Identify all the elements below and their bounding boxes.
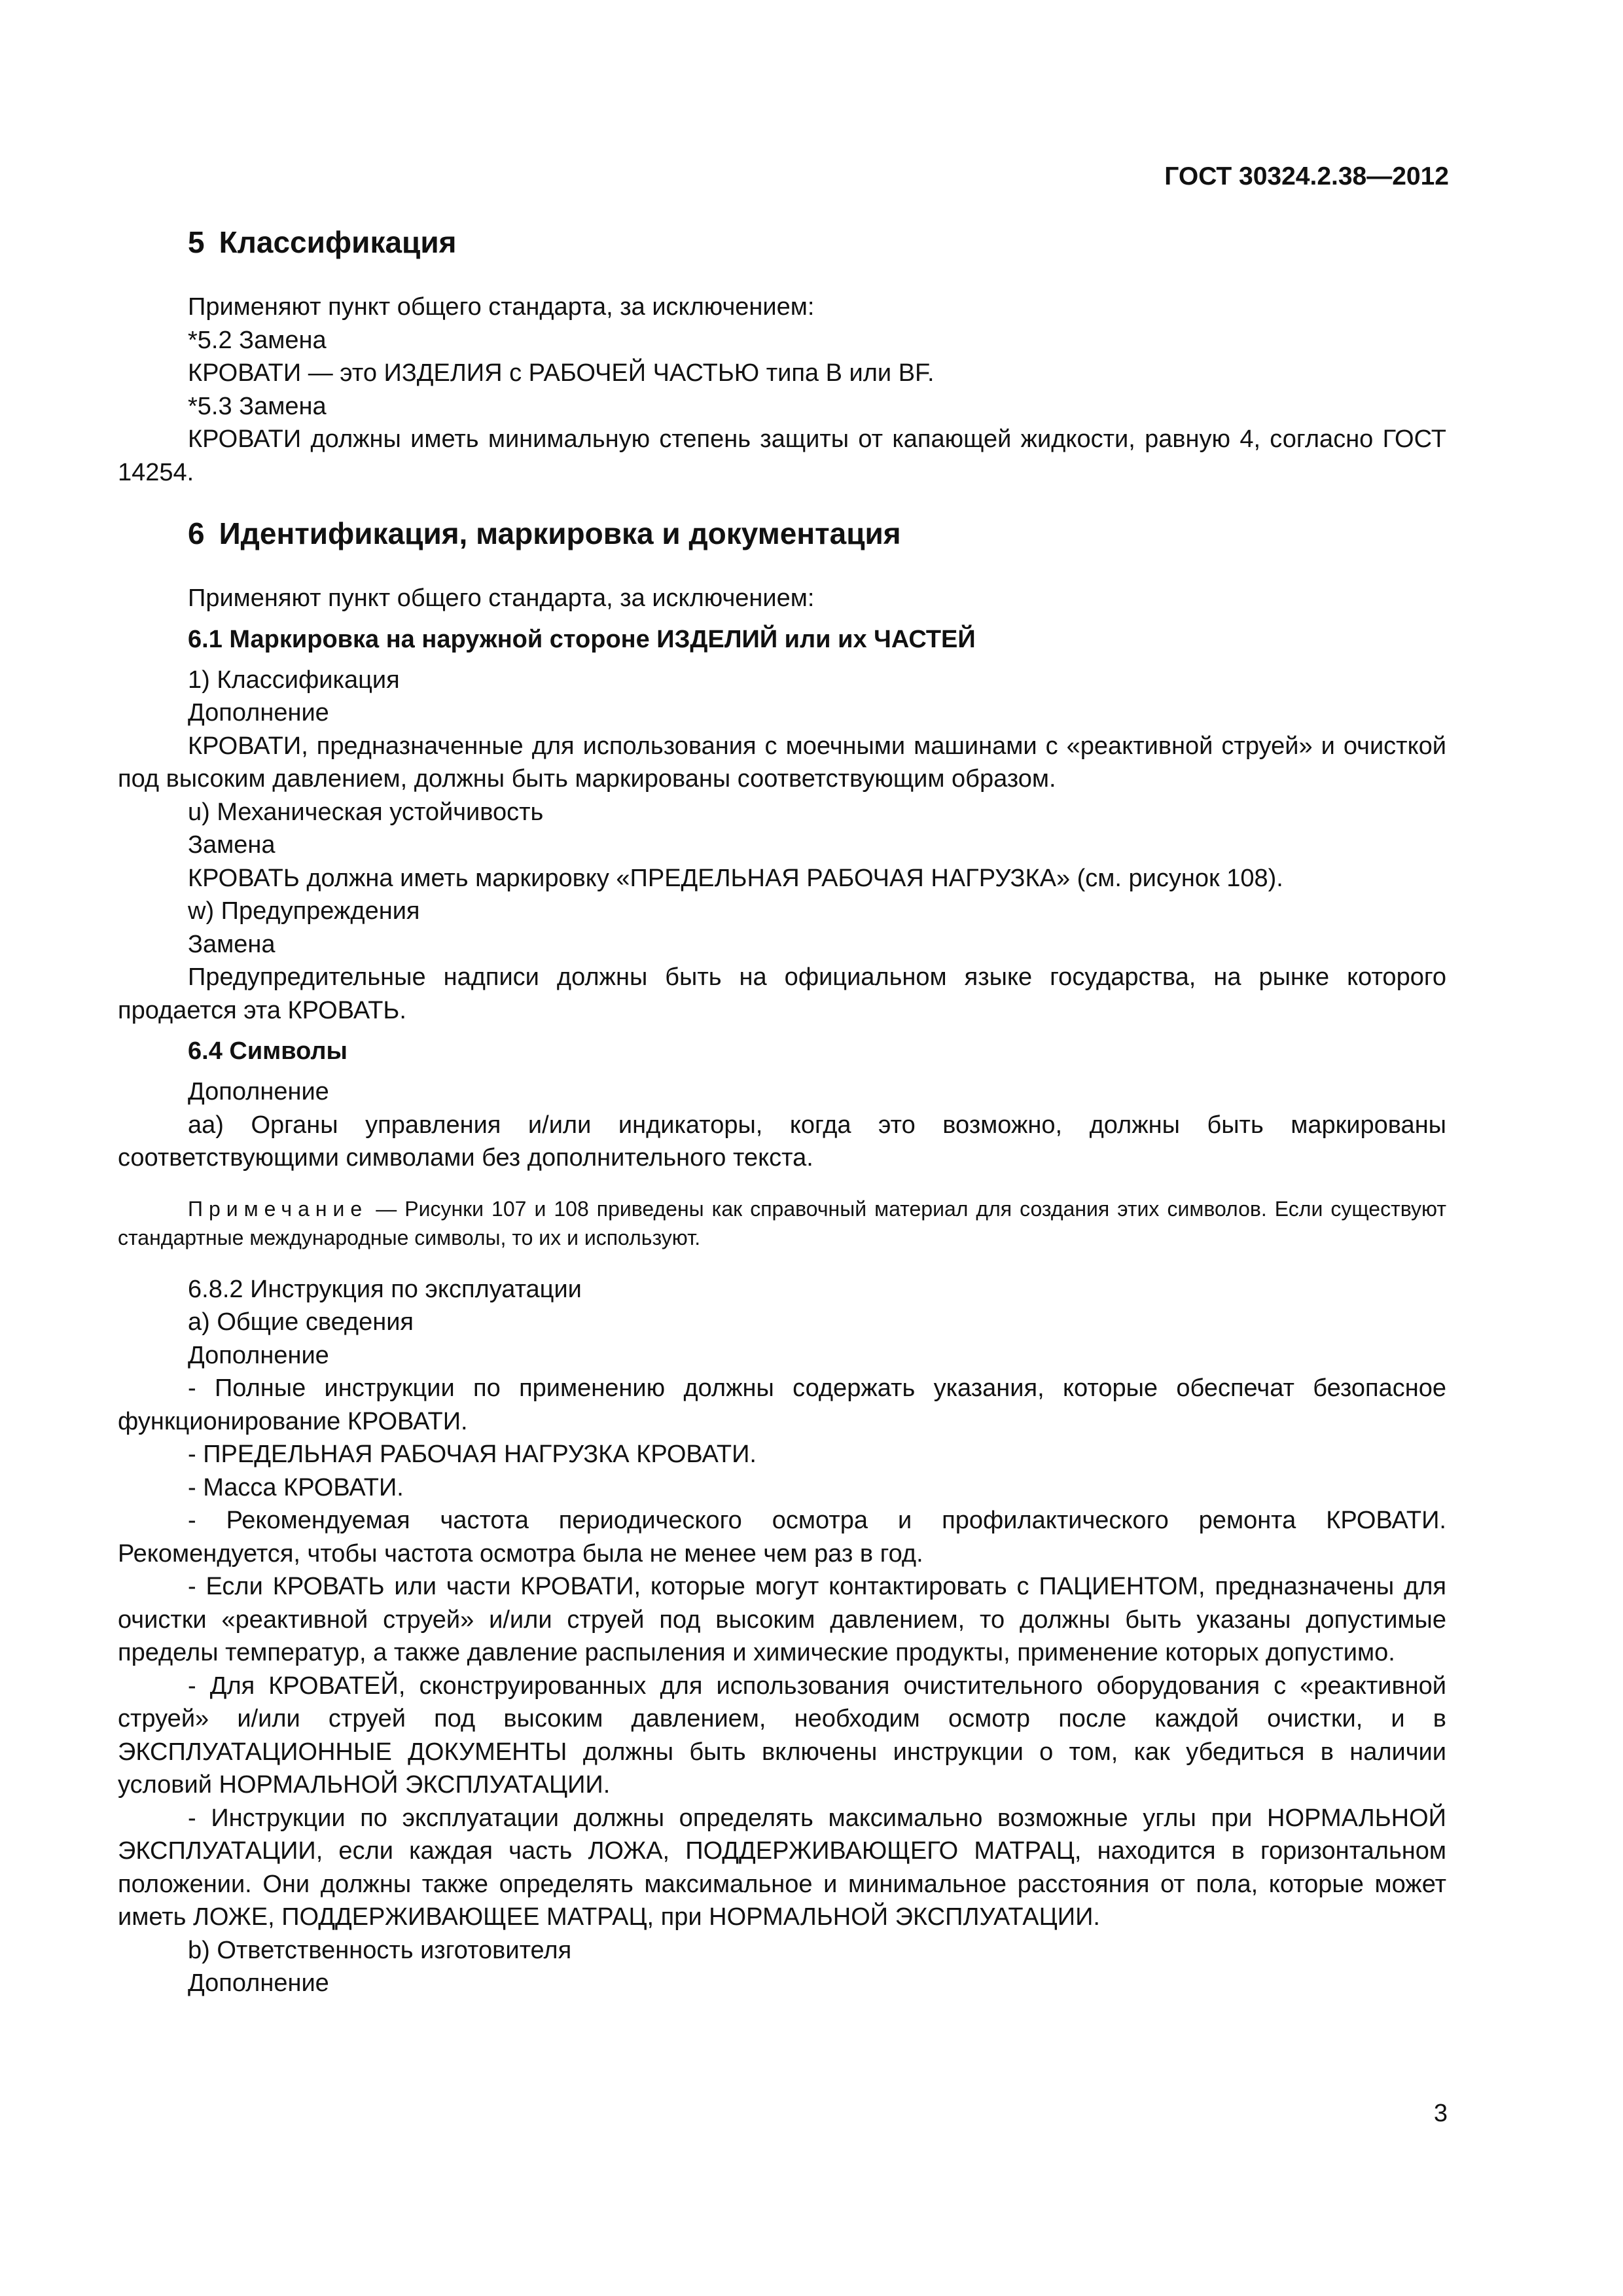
- subsection-6-4-line: аа) Органы управления и/или индикаторы, когда это возможно, должны быть маркированы соответствующими символами без дополнительного текста.: [118, 1111, 1446, 1172]
- section-5-line: КРОВАТИ — это ИЗДЕЛИЯ с РАБОЧЕЙ ЧАСТЬЮ типа B или BF.: [188, 359, 935, 387]
- section-6-number: 6: [188, 516, 205, 550]
- subsection-6-1-line: КРОВАТИ, предназначенные для использования с моечными машинами с «реактивной струей» и очисткой под высоким давлением, должны быть маркированы соответствующим образом.: [118, 732, 1446, 793]
- subsection-6-1-line: Замена: [188, 831, 276, 859]
- subsection-6-8-2-line: - ПРЕДЕЛЬНАЯ РАБОЧАЯ НАГРУЗКА КРОВАТИ.: [188, 1441, 757, 1468]
- section-5-line: *5.3 Замена: [188, 392, 327, 420]
- subsection-6-1-line: 1) Классификация: [188, 666, 400, 694]
- subsection-6-1-line: Замена: [188, 930, 276, 958]
- subsection-6-8-2-line: - Для КРОВАТЕЙ, сконструированных для использования очистительного оборудования с «реактивной струей» и/или струей под высоким давлением, необходим осмотр после каждой очистки, и в ЭКСПЛУАТАЦИОННЫЕ ДОКУМЕНТЫ должны быть включены инструкции о том, как убедиться в наличии условий НОРМАЛЬНОЙ ЭКСПЛУАТАЦИИ.: [118, 1672, 1446, 1799]
- subsection-6-4-heading: 6.4 Символы: [188, 1037, 348, 1065]
- standard-code-header: ГОСТ 30324.2.38—2012: [1164, 162, 1449, 190]
- note-text: — Рисунки 107 и 108 приведены как справочный материал для создания этих символов. Если существуют стандартные международные символы, то их и используют.: [118, 1196, 1447, 1249]
- section-5-number: 5: [188, 225, 205, 259]
- subsection-6-8-2-line: а) Общие сведения: [188, 1308, 414, 1336]
- section-5-line: *5.2 Замена: [188, 326, 327, 354]
- section-5-title: Классификация: [219, 225, 457, 259]
- note-paragraph: [118, 1194, 1446, 1252]
- subsection-6-4-line: Дополнение: [188, 1078, 329, 1105]
- page-number: 3: [1433, 2100, 1448, 2127]
- subsection-6-8-2-line: b) Ответственность изготовителя: [188, 1936, 572, 1964]
- subsection-6-8-2-line: Дополнение: [188, 1969, 329, 1997]
- subsection-6-1-heading: 6.1 Маркировка на наружной стороне ИЗДЕЛИЙ или их ЧАСТЕЙ: [188, 625, 976, 653]
- section-6-heading: [118, 514, 1446, 553]
- subsection-6-1-line: w) Предупреждения: [188, 897, 420, 925]
- subsection-6-8-2-line: - Если КРОВАТЬ или части КРОВАТИ, которые могут контактировать с ПАЦИЕНТОМ, предназначены для очистки «реактивной струей» и/или струей под высоким давлением, то должны быть указаны допустимые пределы температур, а также давление распыления и химические продукты, применение которых допустимо.: [118, 1573, 1446, 1666]
- subsection-6-8-2-line: - Рекомендуемая частота периодического осмотра и профилактического ремонта КРОВАТИ. Рекомендуется, чтобы частота осмотра была не менее чем раз в год.: [118, 1507, 1446, 1568]
- subsection-6-1-line: Дополнение: [188, 699, 329, 726]
- subsection-6-1-line: КРОВАТЬ должна иметь маркировку «ПРЕДЕЛЬНАЯ РАБОЧАЯ НАГРУЗКА» (см. рисунок 108).: [188, 864, 1283, 892]
- subsection-6-8-2-line: - Инструкции по эксплуатации должны определять максимально возможные углы при НОРМАЛЬНОЙ ЭКСПЛУАТАЦИИ, если каждая часть ЛОЖА, ПОДДЕРЖИВАЮЩЕГО МАТРАЦ, находится в горизонтальном положении. Они должны также определять максимальное и минимальное расстояния от пола, которые может иметь ЛОЖЕ, ПОДДЕРЖИВАЮЩЕЕ МАТРАЦ, при НОРМАЛЬНОЙ ЭКСПЛУАТАЦИИ.: [118, 1804, 1446, 1931]
- subsection-6-8-2-line: Дополнение: [188, 1341, 329, 1369]
- section-5-line: Применяют пункт общего стандарта, за исключением:: [188, 293, 815, 321]
- section-6-title: Идентификация, маркировка и документация: [219, 516, 901, 550]
- subsection-6-1-line: Предупредительные надписи должны быть на официальном языке государства, на рынке которого продается эта КРОВАТЬ.: [118, 963, 1446, 1024]
- subsection-6-8-2-line: - Масса КРОВАТИ.: [188, 1473, 404, 1501]
- subsection-6-8-2-line: 6.8.2 Инструкция по эксплуатации: [188, 1275, 582, 1303]
- section-6-intro: Применяют пункт общего стандарта, за исключением:: [188, 584, 815, 612]
- subsection-6-1-line: u) Механическая устойчивость: [188, 798, 544, 826]
- section-5-line: КРОВАТИ должны иметь минимальную степень защиты от капающей жидкости, равную 4, согласно ГОСТ 14254.: [118, 425, 1446, 486]
- note-label: Примечание: [188, 1196, 368, 1221]
- section-5-heading: [118, 223, 1446, 262]
- subsection-6-8-2-line: - Полные инструкции по применению должны содержать указания, которые обеспечат безопасное функционирование КРОВАТИ.: [118, 1374, 1446, 1435]
- page-content: [118, 223, 1446, 2000]
